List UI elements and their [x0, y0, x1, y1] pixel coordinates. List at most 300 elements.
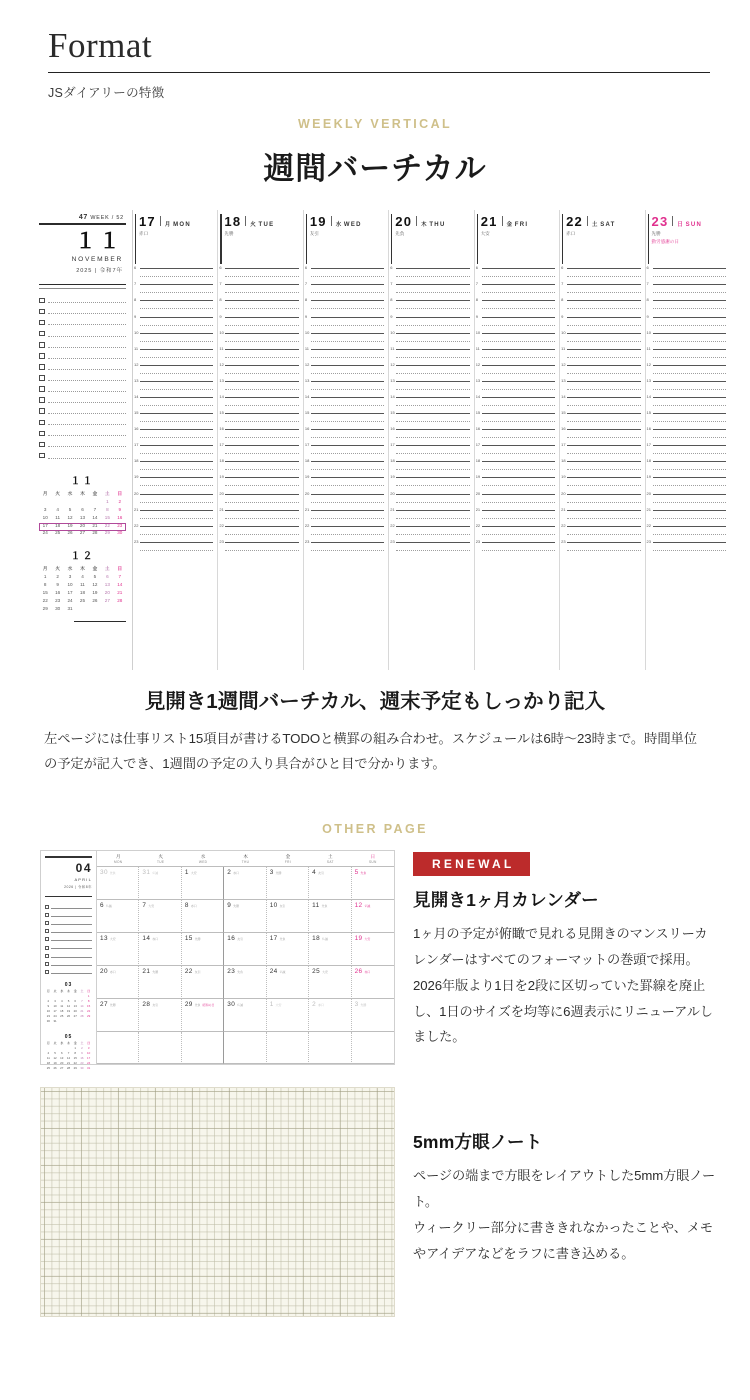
weekly-hour-row[interactable]: [219, 265, 298, 284]
mini-calendar-day: 24: [67, 597, 73, 603]
checkbox-icon[interactable]: [39, 442, 45, 448]
weekly-hour-label: 22: [475, 522, 481, 528]
weekly-day-holiday: 勤労感謝の日: [651, 239, 680, 245]
half-hour-dotted-line: [140, 341, 213, 342]
weekly-hour-row[interactable]: [134, 297, 213, 316]
half-hour-dotted-line: [396, 308, 469, 309]
mini-calendar-day: 26: [53, 1065, 57, 1070]
other-page-eyebrow: OTHER PAGE: [322, 822, 428, 837]
weekly-hour-label: 15: [561, 410, 566, 416]
checkbox-icon[interactable]: [39, 331, 45, 337]
weekly-mini-calendars: [39, 472, 126, 613]
hour-solid-line: [567, 365, 640, 366]
weekly-hour-row[interactable]: [561, 281, 640, 300]
monthly-todo-row[interactable]: [45, 910, 92, 918]
weekly-hour-label: 6: [475, 265, 478, 271]
checkbox-icon[interactable]: [39, 342, 45, 348]
hour-solid-line: [482, 381, 555, 382]
monthly-day-cell[interactable]: [267, 966, 309, 999]
monthly-day-cell[interactable]: [139, 966, 181, 999]
hour-solid-line: [653, 461, 726, 462]
half-hour-dotted-line: [482, 405, 555, 406]
half-hour-dotted-line: [482, 518, 555, 519]
hour-solid-line: [567, 317, 640, 318]
weekly-hour-label: 6: [134, 265, 137, 271]
weekly-hour-row[interactable]: [646, 265, 726, 284]
checkbox-icon[interactable]: [39, 453, 45, 459]
todo-row[interactable]: [39, 360, 126, 371]
monthly-day-cell[interactable]: [182, 933, 224, 966]
half-hour-dotted-line: [653, 276, 726, 277]
weekly-hour-row[interactable]: [646, 377, 726, 397]
weekly-hour-row[interactable]: [561, 265, 640, 284]
checkbox-icon[interactable]: [45, 962, 49, 966]
monthly-day-cell[interactable]: [309, 867, 351, 900]
weekly-hour-row[interactable]: [561, 377, 640, 397]
monthly-day-cell[interactable]: [224, 933, 266, 966]
monthly-day-cell[interactable]: [224, 966, 266, 999]
weekly-day-rokuyou: 大安: [480, 231, 490, 237]
todo-row[interactable]: [39, 316, 126, 327]
mini-calendar: [45, 1034, 92, 1071]
monthly-todo-write-line: [51, 916, 92, 917]
checkbox-icon[interactable]: [39, 420, 45, 426]
weekly-hour-row[interactable]: [475, 297, 555, 316]
half-hour-dotted-line: [396, 389, 469, 390]
mini-calendar-dow: 月: [46, 1040, 50, 1045]
weekly-hour-label: 15: [475, 410, 481, 416]
monthly-todo-row[interactable]: [45, 902, 92, 910]
monthly-day-cell[interactable]: [352, 867, 394, 900]
half-hour-dotted-line: [311, 453, 384, 454]
mini-calendar-dow: 日: [117, 566, 123, 572]
half-hour-dotted-line: [567, 292, 640, 293]
hour-solid-line: [567, 510, 640, 511]
hour-solid-line: [396, 397, 469, 398]
monthly-day-cell[interactable]: [352, 900, 394, 933]
hour-solid-line: [140, 477, 213, 478]
weekly-hour-label: 12: [304, 361, 310, 367]
monthly-dow-cell: [267, 854, 309, 864]
monthly-day-cell[interactable]: [97, 933, 139, 966]
half-hour-dotted-line: [653, 534, 726, 535]
monthly-day-cell[interactable]: [139, 900, 181, 933]
half-hour-dotted-line: [653, 550, 726, 551]
mini-calendar-day: 2: [118, 498, 122, 504]
checkbox-icon[interactable]: [45, 946, 49, 950]
monthly-day-cell[interactable]: [309, 999, 351, 1032]
half-hour-dotted-line: [225, 534, 298, 535]
weekly-hour-label: 10: [646, 329, 651, 335]
monthly-day-number: 28: [142, 1000, 151, 1008]
monthly-day-cell[interactable]: [224, 1032, 266, 1065]
half-hour-dotted-line: [396, 421, 469, 422]
monthly-day-cell[interactable]: [139, 999, 181, 1032]
todo-row[interactable]: [39, 438, 126, 449]
hour-solid-line: [396, 542, 469, 543]
monthly-day-cell[interactable]: [267, 1032, 309, 1065]
monthly-day-cell[interactable]: [97, 966, 139, 999]
mini-calendar-body: [39, 565, 126, 612]
weekly-day-column: [560, 210, 645, 670]
mini-calendar-day: 20: [104, 590, 110, 596]
monthly-todo-row[interactable]: [45, 943, 92, 951]
monthly-day-rokuyou: 大安: [364, 937, 371, 942]
hour-solid-line: [482, 494, 555, 495]
weekly-hour-row[interactable]: [304, 297, 384, 316]
mini-calendar-dow: 火: [55, 566, 60, 572]
hour-solid-line: [396, 300, 469, 301]
mini-calendar-dow: 金: [92, 566, 98, 572]
monthly-day-number: 30: [227, 1000, 236, 1008]
todo-row[interactable]: [39, 327, 126, 338]
header-divider: [48, 72, 710, 73]
checkbox-icon[interactable]: [45, 913, 49, 917]
half-hour-dotted-line: [482, 534, 555, 535]
hour-solid-line: [225, 526, 298, 527]
checkbox-icon[interactable]: [45, 929, 49, 933]
half-hour-dotted-line: [140, 389, 213, 390]
weekly-day-column: [133, 210, 218, 670]
monthly-day-cell[interactable]: [309, 966, 351, 999]
half-hour-dotted-line: [482, 469, 555, 470]
todo-row[interactable]: [39, 393, 126, 404]
weekly-hour-label: 22: [219, 522, 224, 528]
monthly-day-rokuyou: 先負: [321, 904, 328, 909]
monthly-todo-row[interactable]: [45, 926, 92, 934]
half-hour-dotted-line: [311, 357, 384, 358]
monthly-day-cell[interactable]: [139, 933, 181, 966]
mini-calendar-day: 24: [42, 530, 48, 536]
monthly-day-number: 1: [184, 869, 189, 877]
todo-row[interactable]: [39, 427, 126, 438]
monthly-day-cell[interactable]: [352, 999, 394, 1032]
weekly-hour-row[interactable]: [134, 377, 213, 397]
monthly-dow-cell: [182, 854, 224, 864]
weekly-hour-label: 8: [134, 297, 137, 303]
weekly-hour-label: 17: [134, 442, 139, 448]
weekly-day-header: [133, 210, 217, 271]
todo-row[interactable]: [39, 294, 126, 305]
half-hour-dotted-line: [482, 453, 555, 454]
checkbox-icon[interactable]: [39, 320, 45, 326]
half-hour-dotted-line: [653, 453, 726, 454]
todo-write-line: [48, 324, 126, 325]
monthly-day-cell[interactable]: [182, 1032, 224, 1065]
monthly-day-cell[interactable]: [309, 900, 351, 933]
monthly-day-cell[interactable]: [224, 867, 266, 900]
todo-row[interactable]: [39, 405, 126, 416]
half-hour-dotted-line: [140, 502, 213, 503]
weekly-hour-label: 23: [646, 538, 651, 544]
mini-calendar-day: 27: [73, 1014, 77, 1019]
checkbox-icon[interactable]: [39, 364, 45, 370]
half-hour-dotted-line: [140, 276, 213, 277]
todo-row[interactable]: [39, 305, 126, 316]
hour-solid-line: [567, 397, 640, 398]
monthly-day-rokuyou: 赤口: [109, 969, 116, 974]
monthly-day-cell[interactable]: [267, 900, 309, 933]
monthly-dow-kanji: 月: [115, 854, 121, 860]
half-hour-dotted-line: [396, 292, 469, 293]
mini-calendar-day: 9: [47, 1004, 50, 1009]
weekly-hour-row[interactable]: [390, 281, 469, 300]
mini-calendar-day: 6: [81, 506, 84, 512]
monthly-day-cell[interactable]: [352, 966, 394, 999]
half-hour-dotted-line: [396, 534, 469, 535]
checkbox-icon[interactable]: [39, 298, 45, 304]
weekly-hour-label: 7: [561, 281, 564, 287]
checkbox-icon[interactable]: [45, 905, 49, 909]
checkbox-icon[interactable]: [45, 921, 49, 925]
monthly-day-cell[interactable]: [309, 1032, 351, 1065]
weekly-hour-row[interactable]: [475, 281, 555, 300]
monthly-day-cell[interactable]: [267, 999, 309, 1032]
hour-solid-line: [567, 461, 640, 462]
mini-calendar-dow: 土: [105, 566, 110, 572]
weekly-hour-row[interactable]: [219, 538, 298, 558]
mini-calendar-day: 19: [67, 522, 73, 528]
monthly-day-cell[interactable]: [97, 867, 139, 900]
checkbox-icon[interactable]: [39, 309, 45, 315]
hour-solid-line: [396, 510, 469, 511]
weekly-hour-label: 12: [646, 361, 651, 367]
mini-calendar-dow: 金: [73, 989, 77, 994]
weekly-day-number: 19: [309, 214, 327, 230]
monthly-todo-row[interactable]: [45, 951, 92, 959]
weekly-hour-label: 15: [134, 410, 139, 416]
monthly-day-cell[interactable]: [139, 1032, 181, 1065]
mini-calendar-day: [101, 605, 113, 613]
mini-calendar-day: 13: [79, 514, 86, 520]
checkbox-icon[interactable]: [45, 970, 49, 974]
weekly-hour-grid: [133, 265, 217, 558]
monthly-day-cell[interactable]: [267, 867, 309, 900]
weekly-hour-row[interactable]: [390, 377, 469, 397]
monthly-todo-row[interactable]: [45, 967, 92, 975]
monthly-day-number: 2: [227, 869, 232, 877]
monthly-block: [0, 850, 750, 1070]
monthly-day-rokuyou: 仏滅: [322, 937, 328, 942]
weekly-hour-label: 12: [475, 361, 481, 367]
weekly-hour-label: 12: [390, 361, 395, 367]
monthly-day-cell[interactable]: [139, 867, 181, 900]
mini-calendar-day: 5: [93, 574, 97, 580]
checkbox-icon[interactable]: [39, 375, 45, 381]
weekly-hour-row[interactable]: [475, 265, 555, 284]
monthly-day-number: 16: [227, 935, 236, 943]
monthly-todo-row[interactable]: [45, 918, 92, 926]
weekly-hour-row[interactable]: [390, 297, 469, 316]
weekly-section-title: 週間バーチカル: [263, 151, 487, 187]
mini-calendar-day: 11: [46, 1055, 50, 1060]
weekly-hour-label: 11: [304, 345, 309, 351]
weekly-hour-row[interactable]: [475, 538, 555, 558]
mini-calendar-dow: 水: [60, 1040, 64, 1045]
half-hour-dotted-line: [311, 308, 384, 309]
monthly-day-cell[interactable]: [182, 900, 224, 933]
mini-calendar-day: 13: [73, 1004, 77, 1009]
monthly-day-number: 20: [100, 967, 108, 975]
half-hour-dotted-line: [225, 421, 298, 422]
weekly-hour-label: 7: [219, 281, 222, 287]
monthly-day-cell[interactable]: [182, 966, 224, 999]
weekly-hour-row[interactable]: [304, 538, 384, 558]
todo-list: [39, 294, 126, 460]
weekly-hour-row[interactable]: [134, 538, 213, 558]
monthly-day-rokuyou: 先負: [360, 871, 367, 876]
weekly-day-name: 火 TUE: [250, 222, 275, 229]
mini-calendar-day: 7: [67, 1050, 70, 1055]
todo-row[interactable]: [39, 449, 126, 460]
monthly-day-number: 3: [269, 869, 274, 877]
weekly-hour-row[interactable]: [646, 297, 726, 316]
checkbox-icon[interactable]: [45, 937, 49, 941]
monthly-todo-row[interactable]: [45, 959, 92, 967]
monthly-day-cell[interactable]: [97, 999, 139, 1032]
monthly-day-rokuyou: 大安: [148, 904, 155, 909]
half-hour-dotted-line: [567, 389, 640, 390]
mini-calendar-dow: 金: [92, 491, 98, 497]
mini-calendar: [39, 472, 126, 537]
monthly-day-cell[interactable]: [224, 900, 266, 933]
hour-solid-line: [140, 300, 213, 301]
weekly-hour-label: 6: [646, 265, 649, 271]
weekly-hour-label: 10: [561, 329, 566, 335]
mini-calendar-day: [114, 605, 126, 613]
mini-calendar-day: [39, 498, 51, 506]
weekly-hour-label: 21: [561, 506, 566, 512]
half-hour-dotted-line: [225, 325, 298, 326]
checkbox-icon[interactable]: [39, 386, 45, 392]
half-hour-dotted-line: [311, 550, 384, 551]
weekly-hour-label: 11: [219, 345, 224, 351]
mini-calendar-dow: 木: [80, 566, 85, 572]
hour-solid-line: [311, 268, 384, 269]
half-hour-dotted-line: [653, 437, 726, 438]
checkbox-icon[interactable]: [39, 397, 45, 403]
mini-calendar-day: 18: [46, 1060, 50, 1065]
monthly-day-cell[interactable]: [352, 933, 394, 966]
monthly-day-number: 15: [184, 935, 193, 943]
mini-calendar-day: 2: [81, 1045, 83, 1050]
todo-row[interactable]: [39, 416, 126, 427]
half-hour-dotted-line: [482, 421, 555, 422]
weekly-hour-row[interactable]: [134, 265, 213, 284]
mini-calendar-day: 1: [43, 574, 47, 580]
checkbox-icon[interactable]: [39, 431, 45, 437]
half-hour-dotted-line: [225, 453, 298, 454]
hour-solid-line: [482, 542, 555, 543]
todo-row[interactable]: [39, 338, 126, 349]
weekly-hour-row[interactable]: [646, 538, 726, 558]
weekly-hour-row[interactable]: [561, 538, 640, 558]
monthly-day-cell[interactable]: [97, 900, 139, 933]
weekly-day-number-row: [566, 215, 641, 228]
monthly-dow-cell: [309, 854, 351, 864]
monthly-day-cell[interactable]: [97, 1032, 139, 1065]
half-hour-dotted-line: [653, 373, 726, 374]
half-hour-dotted-line: [225, 469, 298, 470]
monthly-day-cell[interactable]: [309, 933, 351, 966]
monthly-day-rokuyou: 先負: [237, 969, 243, 974]
monthly-todo-write-line: [51, 948, 92, 949]
mini-calendar-day: 25: [46, 1065, 50, 1070]
month-name: NOVEMBER: [71, 255, 123, 263]
monthly-day-number: 24: [269, 967, 278, 975]
mini-calendar-day: 30: [80, 1065, 84, 1070]
hour-solid-line: [567, 429, 640, 430]
half-hour-dotted-line: [396, 373, 469, 374]
hour-solid-line: [482, 510, 555, 511]
weekly-hour-label: 16: [646, 426, 651, 432]
hour-solid-line: [225, 317, 298, 318]
monthly-day-cell[interactable]: [267, 933, 309, 966]
checkbox-icon[interactable]: [39, 408, 45, 414]
weekly-hour-row[interactable]: [219, 281, 298, 300]
checkbox-icon[interactable]: [39, 353, 45, 359]
weekly-hour-row[interactable]: [561, 297, 640, 316]
hour-solid-line: [311, 397, 384, 398]
half-hour-dotted-line: [225, 341, 298, 342]
monthly-day-cell[interactable]: [352, 1032, 394, 1065]
monthly-day-rokuyou: 大安: [322, 969, 328, 974]
weekly-hour-label: 23: [134, 538, 139, 544]
weekly-hour-row[interactable]: [390, 265, 469, 284]
hour-solid-line: [311, 317, 384, 318]
mini-calendar-day: 7: [93, 506, 97, 512]
mini-calendar-day: 25: [55, 530, 61, 536]
mini-calendar-dow: 火: [55, 491, 60, 497]
day-separator: [672, 216, 673, 226]
monthly-day-cell[interactable]: [182, 999, 224, 1032]
weekly-day-name: 木 THU: [421, 222, 446, 229]
weekly-hour-label: 16: [561, 426, 566, 432]
mini-calendar-day: 21: [66, 1060, 71, 1065]
mini-calendar-dow: 水: [60, 989, 64, 994]
checkbox-icon[interactable]: [45, 954, 49, 958]
weekly-hour-row[interactable]: [646, 281, 726, 300]
year-line: 2025 | 令和7年: [76, 267, 123, 274]
monthly-day-cell[interactable]: [182, 867, 224, 900]
weekly-hour-row[interactable]: [390, 538, 469, 558]
mini-calendar-dow: 木: [67, 1040, 70, 1045]
weekly-day-column: [218, 210, 303, 670]
weekly-hour-row[interactable]: [304, 281, 384, 300]
todo-row[interactable]: [39, 382, 126, 393]
weekly-hour-row[interactable]: [219, 377, 298, 397]
half-hour-dotted-line: [140, 518, 213, 519]
monthly-day-cell[interactable]: [224, 999, 266, 1032]
weekly-hour-label: 17: [390, 442, 395, 448]
todo-row[interactable]: [39, 371, 126, 382]
weekly-hour-label: 8: [646, 297, 649, 303]
todo-row[interactable]: [39, 349, 126, 360]
weekly-hour-row[interactable]: [304, 265, 384, 284]
hour-solid-line: [653, 381, 726, 382]
weekly-hour-label: 8: [475, 297, 478, 303]
monthly-todo-row[interactable]: [45, 934, 92, 942]
mini-calendar-title: １２: [70, 551, 95, 563]
monthly-day-rokuyou: 友引: [279, 904, 286, 909]
monthly-day-rokuyou: 仏滅: [237, 1002, 243, 1007]
monthly-day-rokuyou: 友引: [237, 937, 243, 942]
monthly-day-rokuyou: 先勝: [233, 904, 240, 909]
weekly-day-header: [475, 210, 559, 271]
weekly-hour-row[interactable]: [134, 281, 213, 300]
hour-solid-line: [311, 429, 384, 430]
weekly-hour-row[interactable]: [219, 297, 298, 316]
